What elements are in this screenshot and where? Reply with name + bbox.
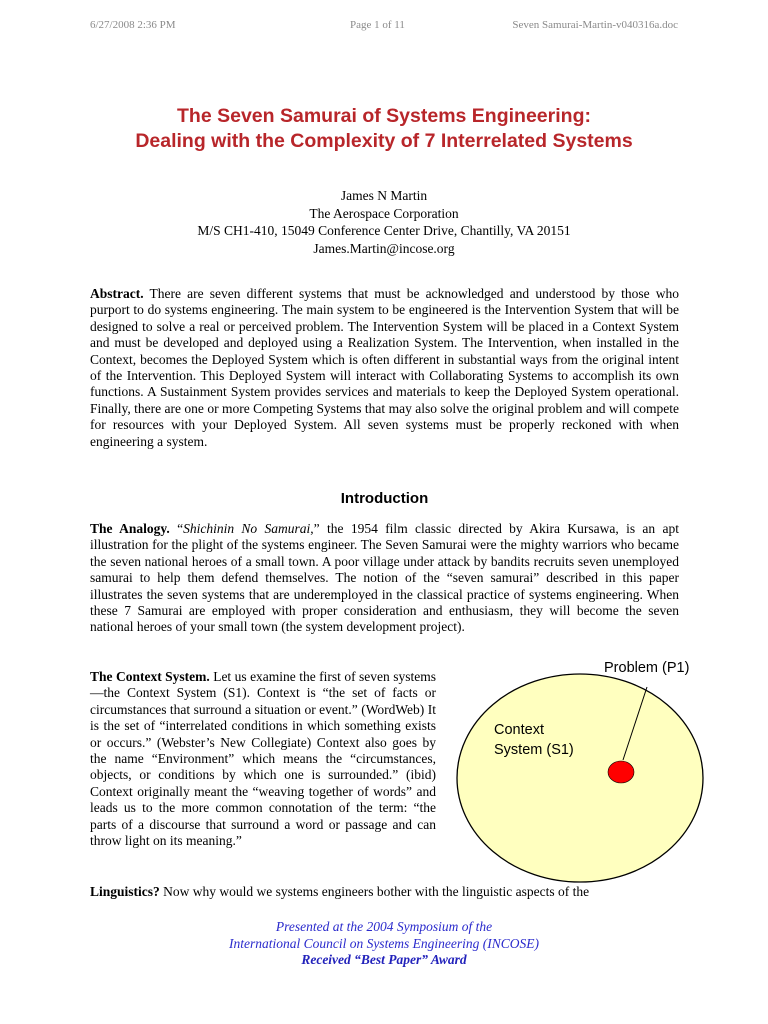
footer-line-2: International Council on Systems Engineering (INCOSE) [228, 935, 540, 951]
footer-award: Received “Best Paper” Award [301, 952, 467, 967]
author-name: James N Martin [340, 188, 428, 203]
problem-label: Problem (P1) [604, 660, 690, 676]
context-diagram [450, 655, 720, 885]
context-label-line-1: Context [494, 722, 544, 738]
analogy-open-quote: “ [169, 521, 184, 536]
analogy-text: ,” the 1954 film classic directed by Akira Kursawa, is an apt illustration for the plight of the systems engineer. The Seven Samurai were the mighty warriors who became the seven national heroes of a small town. A poor village under attack by bandits recruits seven unemployed samurai to help them defend themselves. The notion of the “seven samurai” described in this paper illustrates the seven systems that are underemployed in the classical practice of systems engineering. When these 7 Samurai are employed with proper consideration and enthusiasm, they will become the seven national heroes of your small town (the system development project). [90, 521, 679, 635]
context-system-text: Let us examine the first of seven systems—the Context System (S1). Context is “the set of facts or circumstances that surround a situation or event.” (WordWeb) It is the set of “interrelated conditions in which something exists or occurs.” (Webster’s New Collegiate) Context also goes by the name “Environment” which means the “circumstances, objects, or conditions by which one is surrounded.” (ibid) Context originally meant the “weaving together of words” and leads us to the more common connotation of the term: “the parts of a discourse that surround a word or passage and can throw light on its meaning.” [90, 669, 436, 849]
author-email: James.Martin@incose.org [313, 240, 455, 256]
film-title: Shichinin No Samurai [183, 521, 311, 536]
context-system-label: The Context System. [90, 669, 210, 684]
linguistics-paragraph [90, 884, 679, 900]
analogy-label: The Analogy. [90, 521, 170, 536]
author-address: M/S CH1-410, 15049 Conference Center Drive, Chantilly, VA 20151 [197, 223, 571, 238]
abstract-paragraph [90, 286, 679, 450]
page-header [90, 19, 678, 35]
header-filename: Seven Samurai-Martin-v040316a.doc [512, 19, 678, 31]
author-organization: The Aerospace Corporation [309, 205, 459, 221]
context-label-line-2: System (S1) [494, 742, 574, 758]
author-block [60, 187, 708, 257]
title-line-2: Dealing with the Complexity of 7 Interrelated Systems [135, 130, 633, 152]
title-line-1: The Seven Samurai of Systems Engineering: [177, 105, 591, 127]
problem-marker [608, 761, 634, 783]
abstract-text: There are seven different systems that must be acknowledged and understood by those who purport to do systems engineering. The main system to be engineered is the Intervention System that will be designed to solve a real or perceived problem. The Intervention System will be placed in a Context System and must be developed and deployed using a Realization System. The Intervention, when installed in the Context, becomes the Deployed System which is often different in substantial ways from the original intent of the Intervention. This Deployed System will interact with Collaborating Systems to accomplish its own functions. A Sustainment System provides services and materials to keep the Deployed System operational. Finally, there are one or more Competing Systems that may also solve the original problem and will compete for resources with your Deployed System. All seven systems must be properly reckoned with when engineering a system. [90, 286, 679, 449]
context-system-ellipse [457, 674, 703, 882]
section-heading-introduction: Introduction [340, 490, 429, 507]
header-date: 6/27/2008 2:36 PM [90, 19, 176, 31]
context-system-label-block [494, 720, 574, 760]
analogy-paragraph [90, 521, 679, 636]
context-system-paragraph [90, 669, 436, 849]
context-system-figure [450, 655, 720, 885]
paper-title [60, 104, 708, 154]
linguistics-text: Now why would we systems engineers bother with the linguistic aspects of the [159, 884, 590, 899]
abstract-label: Abstract. [90, 286, 144, 301]
linguistics-label: Linguistics? [90, 884, 160, 899]
header-page-number: Page 1 of 11 [350, 19, 405, 31]
footer-line-1: Presented at the 2004 Symposium of the [275, 919, 493, 934]
page-footer [60, 919, 708, 969]
